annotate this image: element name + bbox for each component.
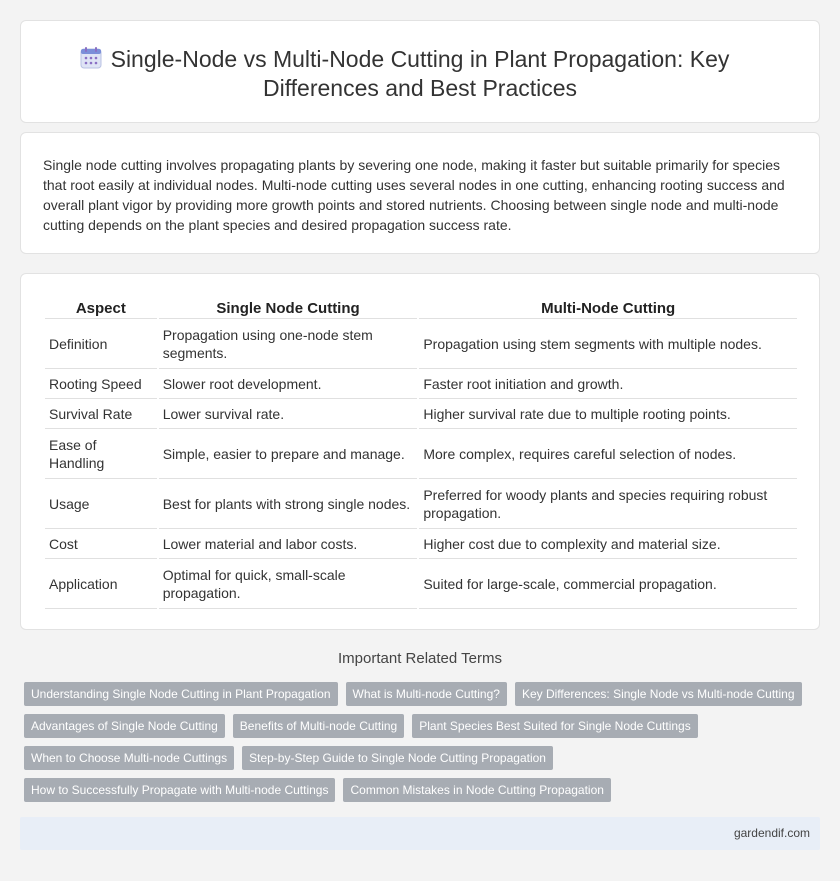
intro-card (20, 132, 820, 254)
related-term-tag[interactable]: Advantages of Single Node Cutting (24, 714, 225, 738)
footer-site-link[interactable]: gardendif.com (733, 826, 810, 840)
table-row (45, 429, 797, 479)
row-aspect: Survival Rate (45, 399, 157, 429)
row-multi-node: More complex, requires careful selection of nodes. (419, 429, 797, 479)
tag-row (24, 682, 802, 706)
table-header-row (45, 295, 797, 319)
row-aspect: Definition (45, 319, 157, 369)
table-row (45, 319, 797, 369)
row-multi-node: Higher survival rate due to multiple rooting points. (419, 399, 797, 429)
header-aspect: Aspect (45, 295, 157, 319)
row-multi-node: Preferred for woody plants and species requiring robust propagation. (419, 479, 797, 529)
tag-row (24, 778, 611, 802)
row-aspect: Cost (45, 529, 157, 559)
table-row (45, 369, 797, 399)
row-aspect: Rooting Speed (45, 369, 157, 399)
related-term-tag[interactable]: What is Multi-node Cutting? (346, 682, 507, 706)
row-single-node: Best for plants with strong single nodes. (159, 479, 418, 529)
row-multi-node: Suited for large-scale, commercial propagation. (419, 559, 797, 609)
row-single-node: Lower material and labor costs. (159, 529, 418, 559)
related-term-tag[interactable]: Common Mistakes in Node Cutting Propagation (343, 778, 610, 802)
header-card (20, 20, 820, 123)
page-title: Single-Node vs Multi-Node Cutting in Plant Propagation: Key Differences and Best Practices (110, 46, 730, 101)
row-single-node: Propagation using one-node stem segments. (159, 319, 418, 369)
row-multi-node: Faster root initiation and growth. (419, 369, 797, 399)
footer (20, 817, 820, 850)
table-row (45, 399, 797, 429)
related-term-tag[interactable]: Key Differences: Single Node vs Multi-node Cutting (515, 682, 802, 706)
row-single-node: Slower root development. (159, 369, 418, 399)
related-term-tag[interactable]: Benefits of Multi-node Cutting (233, 714, 404, 738)
related-term-tag[interactable]: Step-by-Step Guide to Single Node Cutting Propagation (242, 746, 553, 770)
related-term-tag[interactable]: How to Successfully Propagate with Multi-node Cuttings (24, 778, 335, 802)
table-row (45, 529, 797, 559)
intro-text: Single node cutting involves propagating plants by severing one node, making it faster but suitable primarily for species that root easily at individual nodes. Multi-node cutting uses several nodes in one cutting, enhancing rooting success and overall plant vigor by providing more growth points and stored nutrients. Choosing between single node and multi-node cutting depends on the plant species and desired propagation success rate. (43, 157, 785, 233)
row-aspect: Usage (45, 479, 157, 529)
comparison-card (20, 273, 820, 630)
header-single-node: Single Node Cutting (159, 295, 418, 319)
related-term-tag[interactable]: Plant Species Best Suited for Single Node Cuttings (412, 714, 698, 738)
row-aspect: Application (45, 559, 157, 609)
tag-row (24, 746, 553, 770)
table-row (45, 559, 797, 609)
row-single-node: Optimal for quick, small-scale propagation. (159, 559, 418, 609)
row-multi-node: Propagation using stem segments with multiple nodes. (419, 319, 797, 369)
tag-row (24, 714, 698, 738)
row-multi-node: Higher cost due to complexity and material size. (419, 529, 797, 559)
related-term-tag[interactable]: When to Choose Multi-node Cuttings (24, 746, 234, 770)
header-multi-node: Multi-Node Cutting (419, 295, 797, 319)
related-terms-title: Important Related Terms (338, 650, 502, 667)
row-aspect: Ease of Handling (45, 429, 157, 479)
related-term-tag[interactable]: Understanding Single Node Cutting in Plant Propagation (24, 682, 338, 706)
row-single-node: Lower survival rate. (159, 399, 418, 429)
row-single-node: Simple, easier to prepare and manage. (159, 429, 418, 479)
comparison-table (43, 295, 799, 609)
table-row (45, 479, 797, 529)
